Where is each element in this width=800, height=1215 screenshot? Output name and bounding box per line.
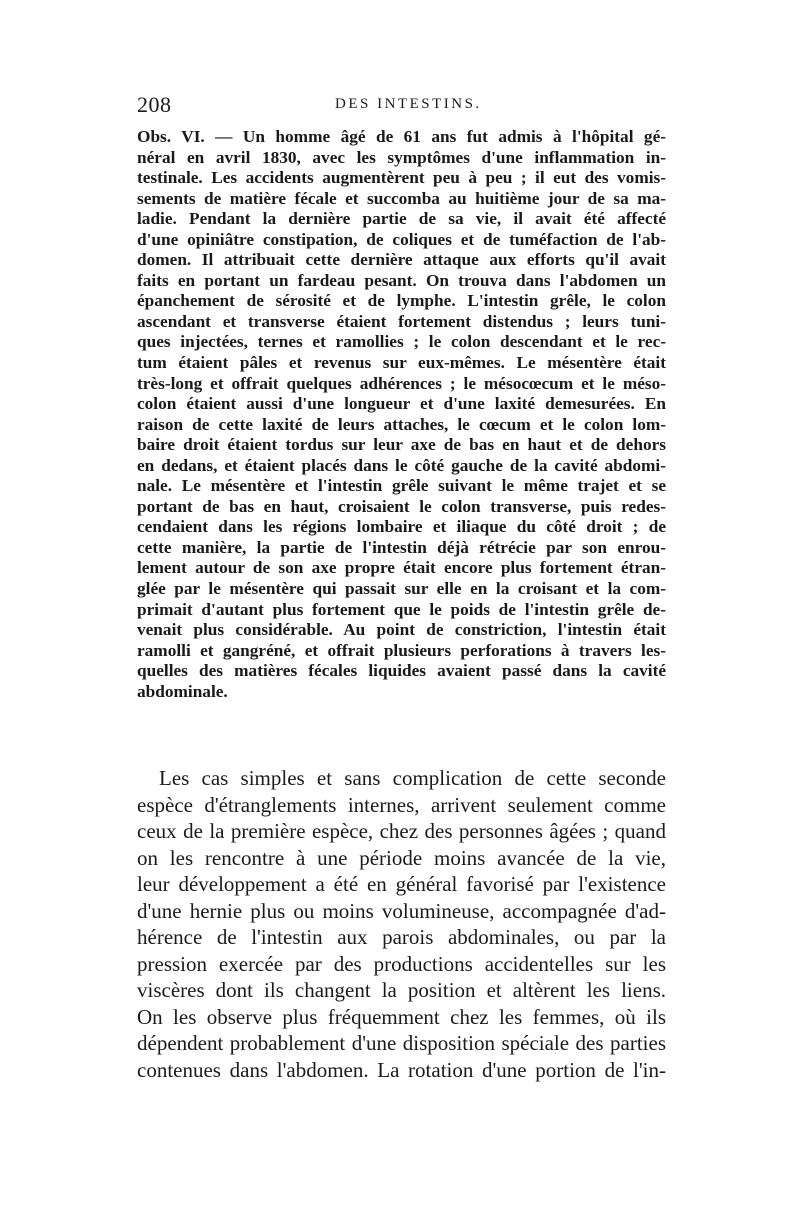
- body-line: espèce d'étranglements internes, arrivent seulement comme: [137, 792, 666, 817]
- observation-line: cette manière, la partie de l'intestin déjà rétrécie par son enrou-: [137, 537, 666, 557]
- observation-paragraph: [137, 127, 666, 702]
- observation-line: raison de cette laxité de leurs attaches, le cœcum et le colon lom-: [137, 414, 666, 434]
- observation-line: colon étaient aussi d'une longueur et d'une laxité demesurées. En: [137, 394, 666, 414]
- observation-line: portant de bas en haut, croisaient le colon transverse, puis redes-: [137, 496, 666, 516]
- body-line: leur développement a été en général favorisé par l'existence: [137, 872, 666, 897]
- observation-line: testinale. Les accidents augmentèrent peu à peu ; il eut des vomis-: [137, 168, 666, 188]
- observation-line: quelles des matières fécales liquides avaient passé dans la cavité: [137, 661, 666, 681]
- observation-line: néral en avril 1830, avec les symptômes d'une inflammation in-: [137, 147, 666, 167]
- body-line: on les rencontre à une période moins avancée de la vie,: [137, 845, 666, 870]
- observation-line: baire droit étaient tordus sur leur axe de bas en haut et de dehors: [137, 435, 666, 455]
- body-line: Les cas simples et sans complication de cette seconde: [159, 766, 666, 790]
- body-line: On les observe plus fréquemment chez les femmes, où ils: [137, 1004, 666, 1029]
- observation-line: lement autour de son axe propre était encore plus fortement étran-: [137, 558, 666, 578]
- observation-line: venait plus considérable. Au point de constriction, l'intestin était: [137, 620, 666, 640]
- observation-line: abdominale.: [137, 681, 228, 701]
- observation-line: nale. Le mésentère et l'intestin grêle suivant le même trajet et se: [137, 476, 666, 496]
- observation-line: primait d'autant plus fortement que le poids de l'intestin grêle de-: [137, 599, 666, 619]
- observation-line: tum étaient pâles et revenus sur eux-mêmes. Le mésentère était: [137, 353, 666, 373]
- body-line: ceux de la première espèce, chez des personnes âgées ; quand: [137, 819, 666, 844]
- body-line: pression exercée par des productions accidentelles sur les: [137, 951, 666, 976]
- observation-line: en dedans, et étaient placés dans le côté gauche de la cavité abdomi-: [137, 455, 666, 475]
- page-header: [137, 92, 667, 122]
- observation-line: domen. Il attribuait cette dernière attaque aux efforts qu'il avait: [137, 250, 666, 270]
- body-line: d'une hernie plus ou moins volumineuse, accompagnée d'ad-: [137, 898, 666, 923]
- observation-line: faits en portant un fardeau pesant. On trouva dans l'abdomen un: [137, 270, 666, 290]
- observation-line: ascendant et transverse étaient fortement distendus ; leurs tuni-: [137, 311, 666, 331]
- observation-line: d'une opiniâtre constipation, de coliques et de tuméfaction de l'ab-: [137, 229, 666, 249]
- observation-line: épanchement de sérosité et de lymphe. L'intestin grêle, le colon: [137, 291, 666, 311]
- observation-line: ques injectées, ternes et ramollies ; le colon descendant et le rec-: [137, 332, 666, 352]
- observation-line: cendaient dans les régions lombaire et iliaque du côté droit ; de: [137, 517, 666, 537]
- observation-line: sements de matière fécale et succomba au huitième jour de sa ma-: [137, 188, 666, 208]
- observation-line: ramolli et gangréné, et offrait plusieurs perforations à travers les-: [137, 640, 666, 660]
- body-line: contenues dans l'abdomen. La rotation d'une portion de l'in-: [137, 1058, 666, 1083]
- body-line: dépendent probablement d'une disposition spéciale des parties: [137, 1031, 666, 1056]
- body-line: viscères dont ils changent la position et altèrent les liens.: [137, 978, 666, 1003]
- body-line: hérence de l'intestin aux parois abdominales, ou par la: [137, 925, 666, 950]
- observation-line: glée par le mésentère qui passait sur elle en la croisant et la com-: [137, 579, 666, 599]
- body-paragraph: [137, 765, 666, 1084]
- observation-line: Obs. VI. — Un homme âgé de 61 ans fut admis à l'hôpital gé-: [137, 127, 666, 146]
- observation-line: très-long et offrait quelques adhérences ; le mésocœcum et le méso-: [137, 373, 666, 393]
- running-head: DES INTESTINS.: [335, 96, 482, 112]
- observation-line: ladie. Pendant la dernière partie de sa vie, il avait été affecté: [137, 209, 666, 229]
- page-number: 208: [137, 92, 172, 117]
